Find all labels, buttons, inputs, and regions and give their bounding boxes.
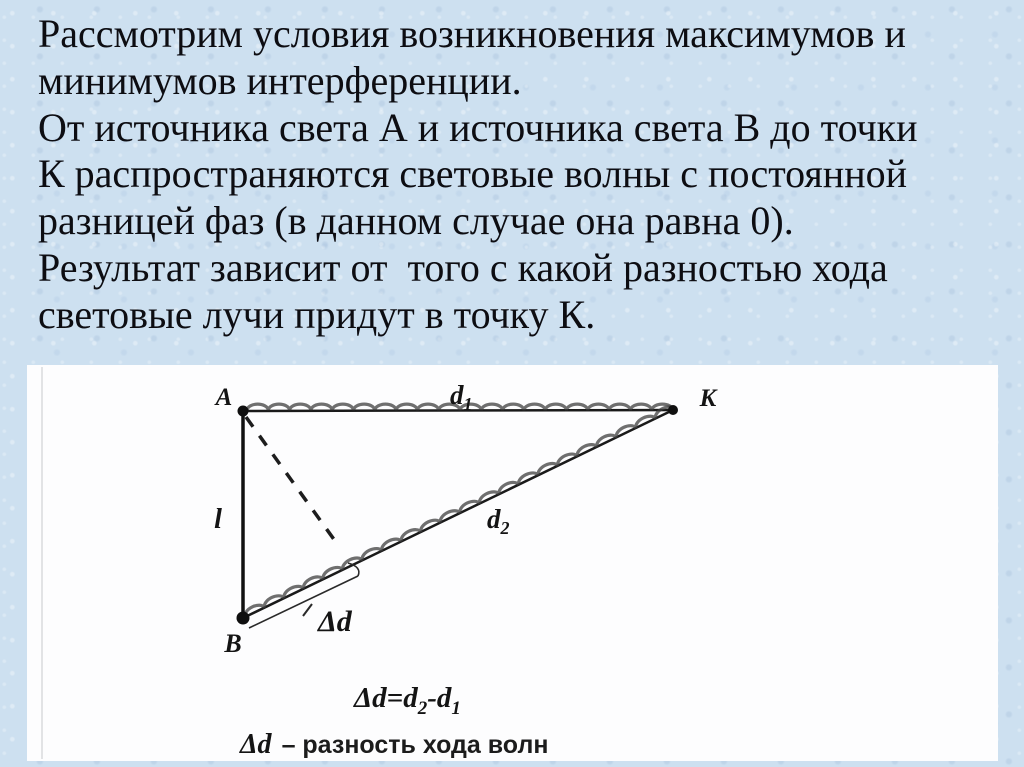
d2-label-main: d xyxy=(487,504,501,534)
dashed-arc-line xyxy=(246,417,338,545)
d2-label-sub: 2 xyxy=(500,518,510,538)
ray-bk-line xyxy=(243,410,673,618)
formula-caption xyxy=(239,729,548,760)
caption-symbol: Δd xyxy=(240,729,272,760)
caption-text: – разность хода волн xyxy=(281,731,549,759)
slide-text-line: От источника света А и источника света В до точки xyxy=(38,104,918,150)
distance-ab-label: l xyxy=(214,504,222,535)
point-a-label: A xyxy=(215,384,233,411)
d1-label-sub: 1 xyxy=(463,394,473,414)
delta-d-label: Δd xyxy=(318,605,352,638)
interference-diagram-panel xyxy=(27,365,998,761)
slide-text-line: Рассмотрим условия возникновения максимумов и xyxy=(38,11,906,56)
slide-text-line: минимумов интерференции. xyxy=(38,57,522,103)
point-a-dot xyxy=(238,406,249,417)
slide-text-line: Результат зависит от того с какой разностью хода xyxy=(38,244,888,290)
d2-label xyxy=(487,504,510,538)
point-k-label: K xyxy=(699,385,717,412)
formula-sub-2: 2 xyxy=(417,698,428,719)
formula-sub-1: 1 xyxy=(451,698,461,719)
delta-d-bracket-hook xyxy=(348,563,359,576)
formula-delta-d xyxy=(353,682,461,719)
interference-diagram xyxy=(27,365,998,761)
d1-label-main: d xyxy=(450,380,464,410)
slide-text-line: световые лучи придут в точку К. xyxy=(38,291,596,337)
slide-text-block xyxy=(38,11,918,339)
point-b-dot xyxy=(237,612,250,625)
point-b-label: B xyxy=(224,629,242,658)
d1-label xyxy=(450,380,473,414)
slide-text-line: К распространяются световые волны с постоянной xyxy=(38,151,908,197)
formula-lead: Δd=d xyxy=(354,682,418,714)
slide-text-line: разницей фаз (в данном случае она равна 0). xyxy=(38,198,794,244)
formula-mid: -d xyxy=(427,682,452,714)
point-k-dot xyxy=(668,405,678,415)
delta-d-tick xyxy=(303,604,312,616)
